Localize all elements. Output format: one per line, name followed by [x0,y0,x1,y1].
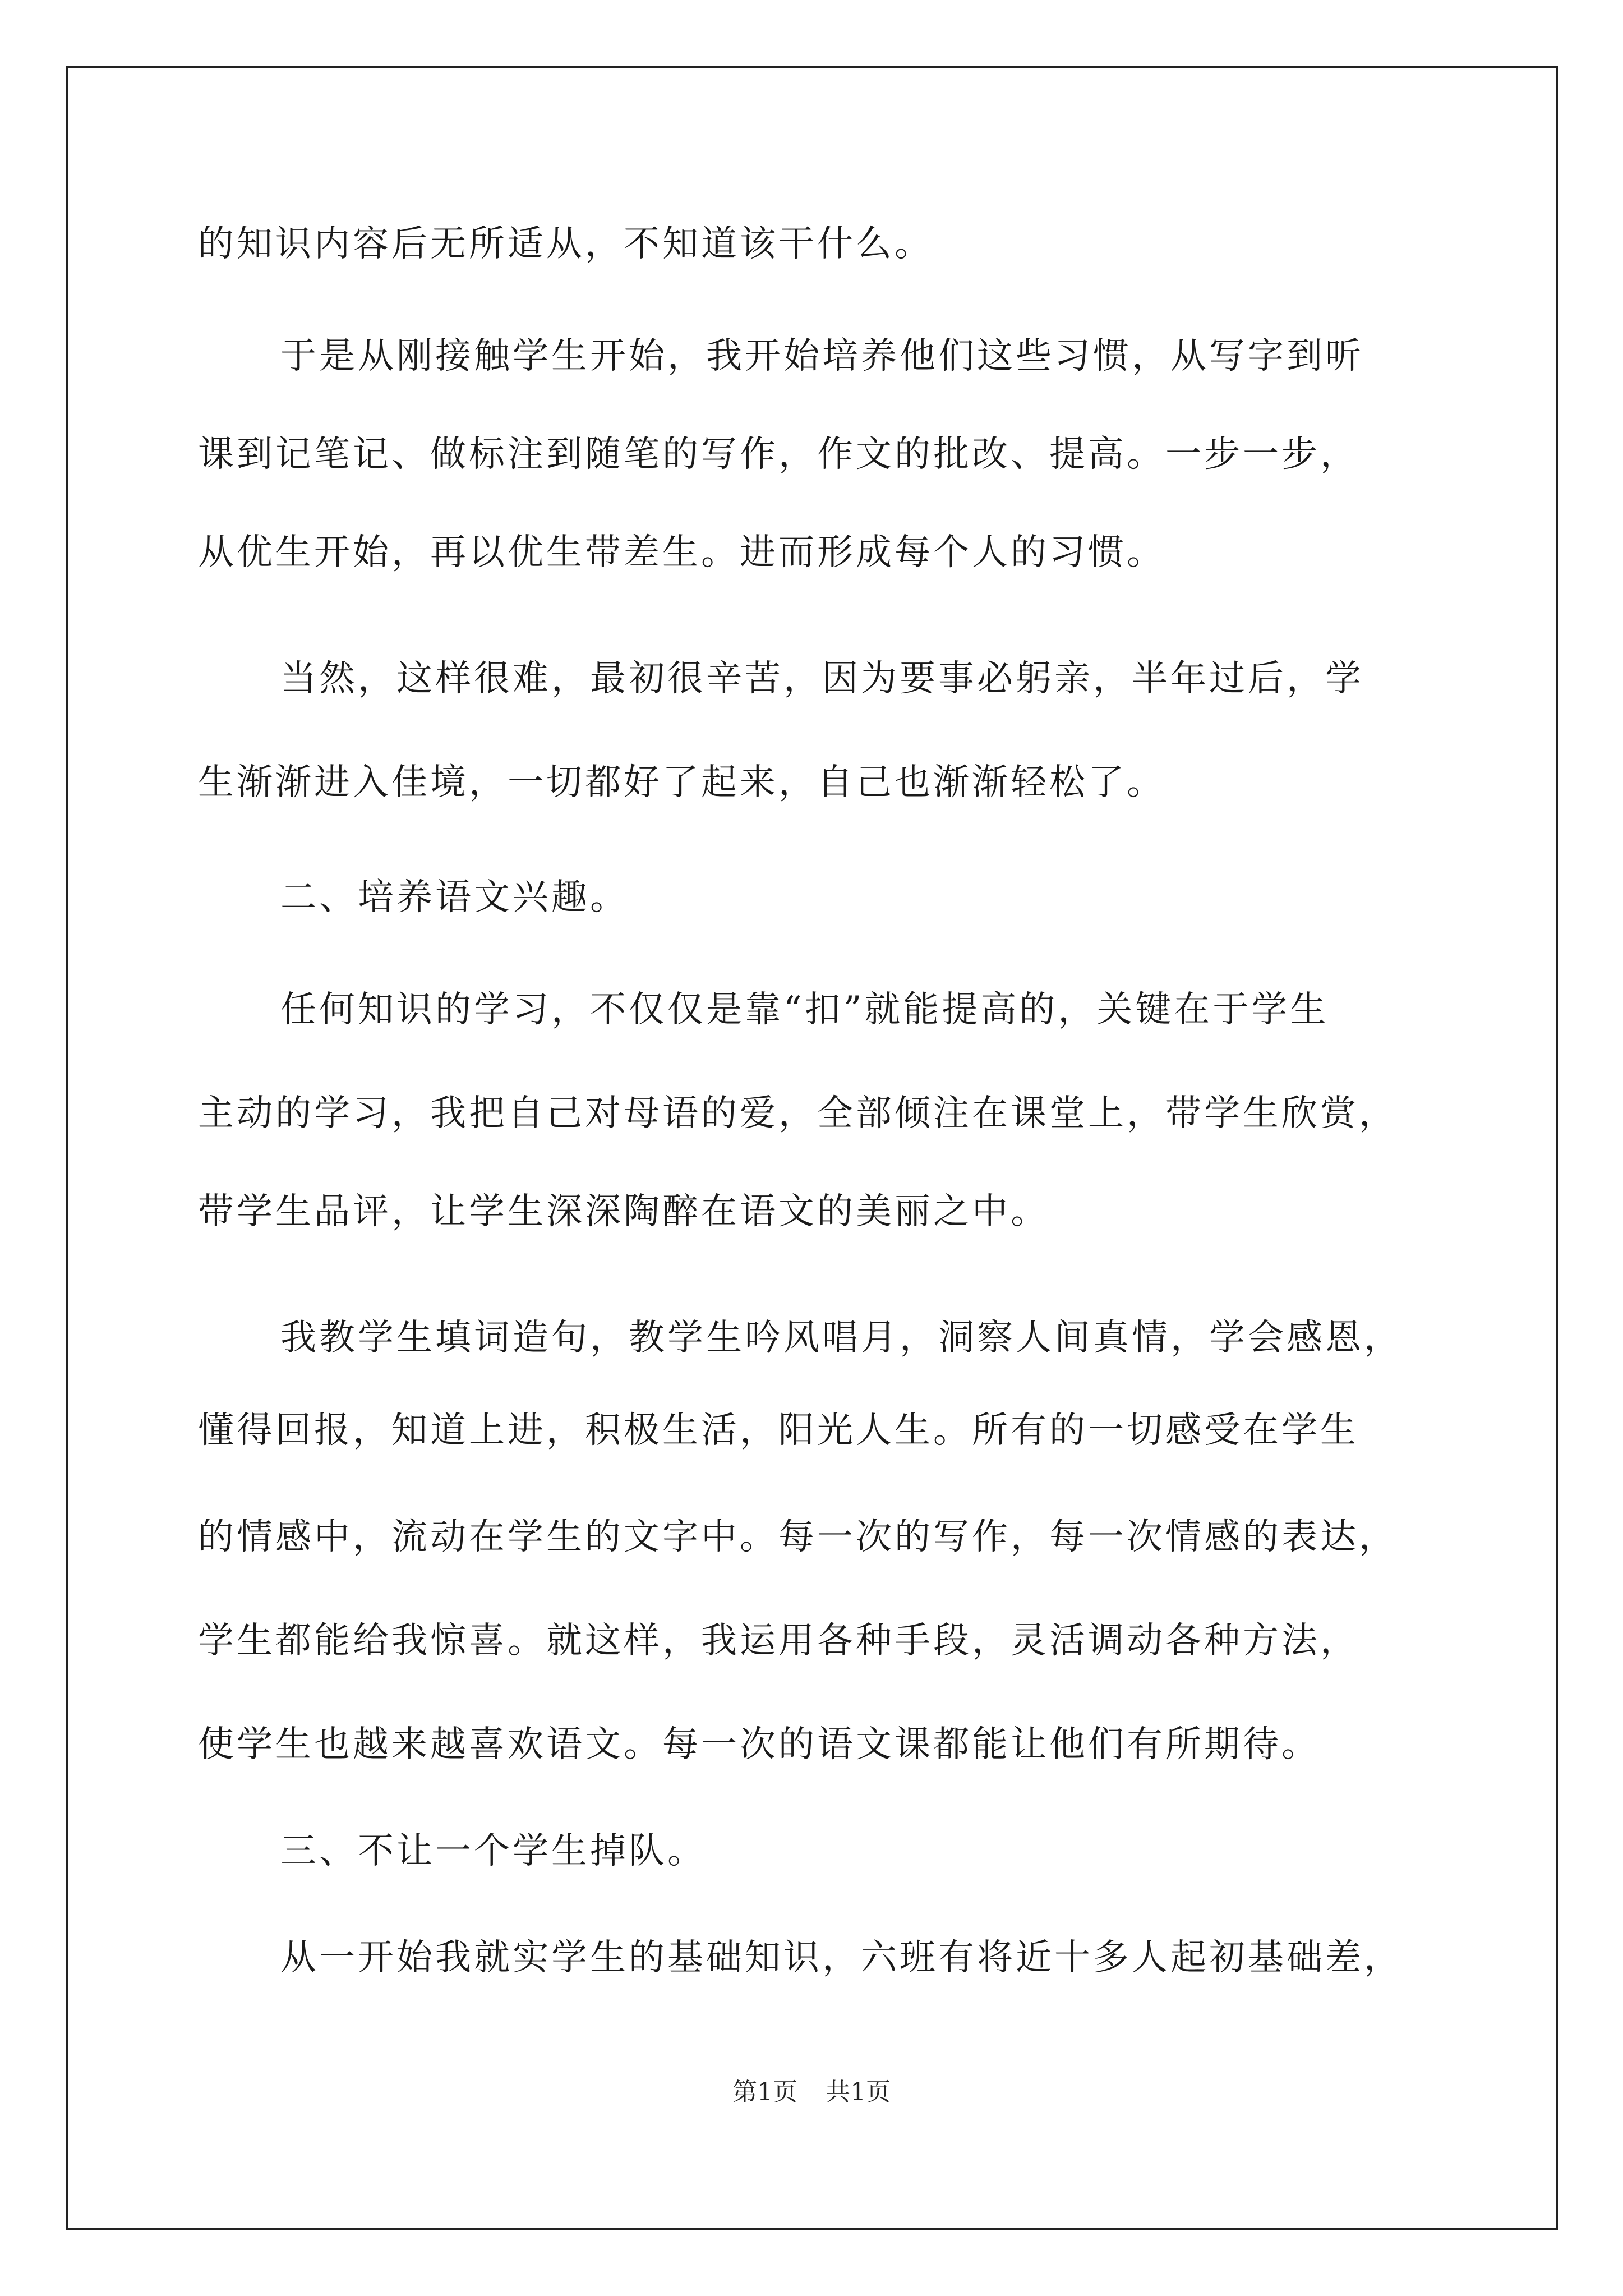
text-line: 于是从刚接触学生开始，我开始培养他们这些习惯，从写字到听 [280,335,1364,377]
text-line: 我教学生填词造句，教学生吟风唱月，洞察人间真情，学会感恩， [280,1317,1403,1359]
text-line: 使学生也越来越喜欢语文。每一次的语文课都能让他们有所期待。 [198,1724,1320,1765]
page-border [66,66,1558,2230]
page-total: 共1页 [826,2078,891,2106]
text-line: 主动的学习，我把自己对母语的爱，全部倾注在课堂上，带学生欣赏， [198,1093,1398,1134]
text-line: 从优生开始，再以优生带差生。进而形成每个人的习惯。 [198,532,1165,573]
text-line: 的情感中，流动在学生的文字中。每一次的写作，每一次情感的表达， [198,1516,1398,1558]
text-line: 带学生品评，让学生深深陶醉在语文的美丽之中。 [198,1191,1049,1232]
text-line: 课到记笔记、做标注到随笔的写作，作文的批改、提高。一步一步， [198,434,1359,475]
text-line: 当然，这样很难，最初很辛苦，因为要事必躬亲，半年过后，学 [280,658,1364,700]
text-line: 任何知识的学习，不仅仅是靠“扣”就能提高的，关键在于学生 [280,989,1329,1030]
section-heading: 二、培养语文兴趣。 [280,877,629,918]
text-line: 学生都能给我惊喜。就这样，我运用各种手段，灵活调动各种方法， [198,1620,1359,1662]
page-footer [0,2076,1623,2109]
text-line: 懂得回报，知道上进，积极生活，阳光人生。所有的一切感受在学生 [198,1410,1359,1451]
section-heading: 三、不让一个学生掉队。 [280,1830,706,1872]
text-line: 生渐渐进入佳境，一切都好了起来，自己也渐渐轻松了。 [198,762,1165,803]
text-line: 的知识内容后无所适从，不知道该干什么。 [198,223,933,265]
text-line: 从一开始我就实学生的基础知识，六班有将近十多人起初基础差， [280,1937,1403,1978]
page-number: 第1页 [732,2078,797,2106]
